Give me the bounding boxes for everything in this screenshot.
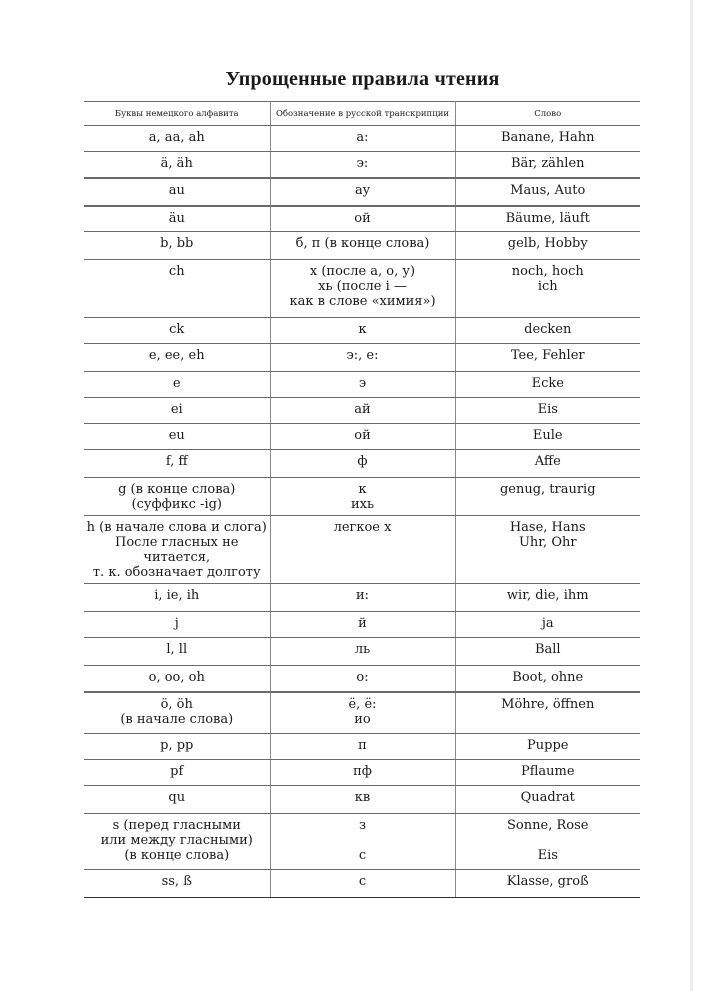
word-cell [455,126,640,152]
transcription-cell [270,760,455,786]
letters-cell-text: e, ee, eh [148,348,205,363]
letters-cell-text: eu [168,428,185,443]
word-cell [455,516,640,584]
letters-cell-text: i, ie, ih [154,588,200,603]
letters-cell [84,692,270,734]
letters-cell-text: f, ff [165,454,188,469]
word-cell-text: Klasse, groß [506,874,589,889]
word-cell [455,760,640,786]
header-transcription: Обозначение в русской транскрипции [270,102,455,126]
transcription-cell [270,786,455,814]
word-cell-text: Ball [534,642,561,657]
table-row [84,372,640,398]
word-cell-text: Puppe [527,738,569,753]
transcription-cell [270,152,455,178]
word-cell [455,318,640,344]
letters-cell-text: ä, äh [160,156,193,171]
word-cell [455,206,640,232]
letters-cell [84,638,270,666]
table-row [84,870,640,898]
word-cell [455,152,640,178]
table-row [84,344,640,372]
table-row [84,260,640,318]
transcription-cell [270,666,455,692]
transcription-cell [270,450,455,478]
word-cell-text: wir, die, ihm [506,588,589,603]
letters-cell-text: j [174,616,179,631]
transcription-cell-text: ль [354,642,371,657]
letters-cell-text: b, bb [160,236,194,251]
table-row [84,206,640,232]
table-row [84,450,640,478]
transcription-cell-text: б, п (в конце слова) [295,236,430,251]
letters-cell-text: ei [170,402,183,417]
word-cell [455,424,640,450]
word-cell [455,666,640,692]
word-cell-text: Sonne, Rose Eis [507,818,589,863]
word-cell-text: noch, hoch ich [511,264,584,294]
transcription-cell [270,516,455,584]
table-row [84,126,640,152]
transcription-cell [270,260,455,318]
letters-cell [84,344,270,372]
letters-cell-text: pf [170,764,184,779]
letters-cell-text: s (перед гласными или между гласными) (в конце слова) [100,818,253,863]
transcription-cell-text: ой [354,210,371,226]
word-cell-text: Boot, ohne [512,670,584,685]
letters-cell-text: h (в начале слова и слога) После гласных не читается, т. к. обозначает долготу [86,520,267,580]
word-cell [455,734,640,760]
table-row [84,666,640,692]
word-cell [455,450,640,478]
page-edge [690,0,693,991]
transcription-cell [270,612,455,638]
transcription-cell [270,424,455,450]
word-cell [455,612,640,638]
table-row [84,516,640,584]
letters-cell [84,666,270,692]
word-cell [455,372,640,398]
letters-cell [84,612,270,638]
word-cell [455,786,640,814]
table-row [84,178,640,206]
word-cell-text: Eule [532,428,563,443]
transcription-cell [270,584,455,612]
letters-cell-text: l, ll [166,642,188,657]
word-cell-text: Banane, Hahn [500,130,595,145]
letters-cell [84,126,270,152]
table-row [84,152,640,178]
letters-cell [84,152,270,178]
transcription-cell-text: п [358,738,367,753]
transcription-cell-text: э [358,376,367,391]
letters-cell-text: ö, öh (в начале слова) [120,696,234,727]
letters-cell-text: ss, ß [161,874,192,889]
word-cell [455,814,640,870]
transcription-cell [270,126,455,152]
word-cell [455,398,640,424]
transcription-cell [270,870,455,898]
transcription-cell [270,232,455,260]
table-row [84,612,640,638]
letters-cell [84,478,270,516]
word-cell-text: Maus, Auto [510,182,586,198]
transcription-cell [270,814,455,870]
word-cell [455,870,640,898]
word-cell-text: Eis [537,402,558,417]
transcription-cell [270,178,455,206]
table-row [84,734,640,760]
word-cell-text: Ecke [531,376,564,391]
word-cell [455,692,640,734]
transcription-cell-text: ф [357,454,368,469]
table-row [84,318,640,344]
letters-cell [84,178,270,206]
letters-cell [84,398,270,424]
transcription-cell-text: пф [353,764,372,779]
word-cell-text: Bäume, läuft [505,210,590,226]
transcription-cell-text: и: [355,588,370,603]
header-row [84,102,640,126]
transcription-cell-text: ё, ё: ио [348,696,377,727]
letters-cell [84,232,270,260]
transcription-cell-text: х (после а, о, у) хь (после i — как в слове «химия») [289,264,436,309]
letters-cell-text: p, pp [160,738,194,753]
transcription-cell-text: ай [354,402,371,417]
transcription-cell-text: э: [356,156,369,171]
transcription-cell-text: ay [354,182,371,198]
transcription-cell [270,206,455,232]
table-row [84,398,640,424]
table-row [84,478,640,516]
table-row [84,786,640,814]
transcription-cell-text: кв [354,790,371,805]
letters-cell [84,786,270,814]
letters-cell [84,584,270,612]
word-cell-text: decken [524,322,572,337]
letters-cell [84,734,270,760]
page-title: Упрощенные правила чтения [225,68,500,90]
transcription-cell-text: й [358,616,367,631]
transcription-cell-text: э:, е: [346,348,379,363]
letters-cell-text: ch [168,264,185,279]
table-row [84,760,640,786]
word-cell-text: gelb, Hobby [507,236,588,251]
letters-cell-text: au [168,182,185,198]
word-cell [455,638,640,666]
word-cell-text: Bär, zählen [510,156,585,171]
word-cell-text: Affe [534,454,561,469]
word-cell [455,344,640,372]
transcription-cell [270,734,455,760]
table-row [84,692,640,734]
word-cell-text: ja [541,616,554,631]
word-cell-text: genug, traurig [499,482,596,497]
word-cell-text: Quadrat [520,790,575,805]
table-body [84,126,640,898]
letters-cell-text: o, oo, oh [148,670,205,685]
transcription-cell-text: к ихь [350,482,375,512]
letters-cell [84,318,270,344]
transcription-cell-text: легкое х [333,520,392,535]
letters-cell [84,260,270,318]
table-row [84,232,640,260]
letters-cell-text: e [172,376,181,391]
word-cell-text: Tee, Fehler [510,348,585,363]
letters-cell [84,206,270,232]
table-row [84,424,640,450]
word-cell [455,584,640,612]
letters-cell [84,424,270,450]
word-cell-text: Pflaume [520,764,575,779]
letters-cell [84,814,270,870]
header-letters: Буквы немецкого алфавита [84,102,270,126]
word-cell [455,260,640,318]
letters-cell-text: qu [168,790,186,805]
letters-cell-text: ck [169,322,185,337]
transcription-cell [270,318,455,344]
transcription-cell-text: ой [354,428,371,443]
transcription-cell-text: с [358,874,367,889]
table-row [84,638,640,666]
letters-cell [84,760,270,786]
word-cell [455,178,640,206]
letters-cell-text: a, aa, ah [148,130,205,145]
transcription-cell [270,638,455,666]
header-word: Слово [455,102,640,126]
letters-cell [84,870,270,898]
transcription-cell-text: o: [356,670,369,685]
table-row [84,584,640,612]
transcription-cell [270,478,455,516]
transcription-cell [270,398,455,424]
transcription-cell-text: з с [358,818,367,863]
transcription-cell [270,372,455,398]
transcription-cell [270,344,455,372]
word-cell-text: Möhre, öffnen [501,696,595,712]
transcription-cell [270,692,455,734]
word-cell [455,478,640,516]
letters-cell [84,516,270,584]
word-cell-text: Hase, Hans Uhr, Ohr [509,520,586,550]
transcription-cell-text: a: [356,130,369,145]
reading-rules-table [84,101,640,898]
transcription-cell-text: к [358,322,367,337]
letters-cell [84,372,270,398]
word-cell [455,232,640,260]
letters-cell-text: g (в конце слова) (суффикс -ig) [118,482,236,512]
letters-cell [84,450,270,478]
letters-cell-text: äu [168,210,185,226]
table-row [84,814,640,870]
